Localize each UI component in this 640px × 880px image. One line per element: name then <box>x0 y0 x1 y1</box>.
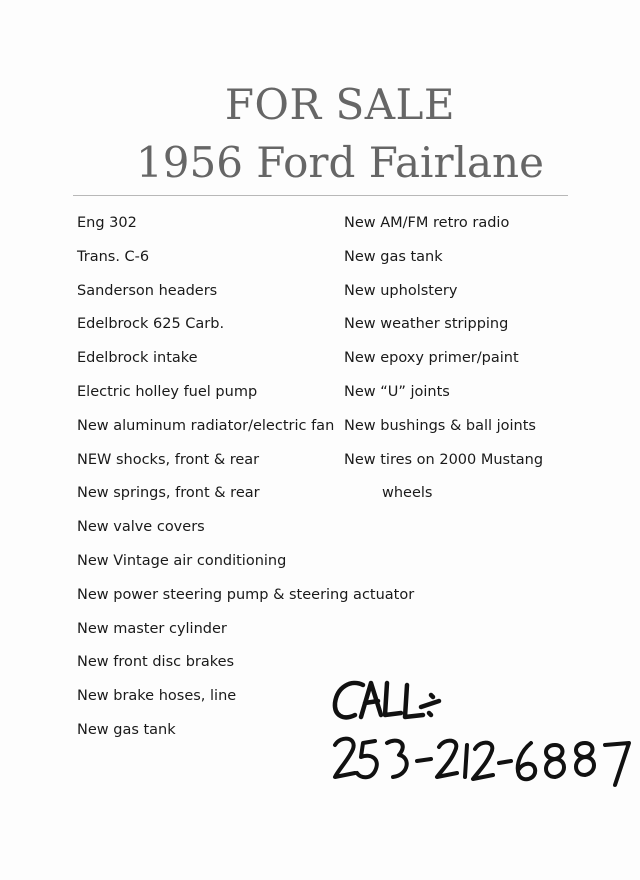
list-item: New springs, front & rear <box>77 485 260 502</box>
list-item: New power steering pump & steering actuator <box>77 586 415 603</box>
list-item: wheels <box>382 485 433 502</box>
title-car-model: 1956 Ford Fairlane <box>136 138 544 187</box>
list-item: New valve covers <box>77 519 205 536</box>
handwritten-phone-note <box>325 665 640 795</box>
list-item: NEW shocks, front & rear <box>77 451 260 468</box>
list-item: New tires on 2000 Mustang <box>344 451 544 468</box>
feature-list-right <box>344 213 543 517</box>
handwritten-call <box>335 683 439 717</box>
list-item: Trans. C-6 <box>77 248 150 265</box>
list-item: New upholstery <box>344 282 458 299</box>
title-for-sale: FOR SALE <box>224 80 456 129</box>
list-item: Edelbrock 625 Carb. <box>77 316 225 333</box>
list-item: New aluminum radiator/electric fan <box>77 417 335 434</box>
list-item: New AM/FM retro radio <box>344 215 510 231</box>
list-item: Sanderson headers <box>77 282 218 299</box>
list-item: New Vintage air conditioning <box>77 552 287 569</box>
list-item: Electric holley fuel pump <box>77 383 258 400</box>
list-item: New front disc brakes <box>77 654 235 671</box>
list-item: New brake hoses, line <box>77 688 237 705</box>
list-item: New gas tank <box>77 721 176 738</box>
list-item: New bushings & ball joints <box>344 417 536 434</box>
list-item: New gas tank <box>344 248 443 265</box>
list-item: New epoxy primer/paint <box>344 350 519 367</box>
list-item: New master cylinder <box>77 620 227 637</box>
list-item: Edelbrock intake <box>77 350 198 367</box>
title-divider <box>73 195 568 196</box>
list-item: New weather stripping <box>344 316 509 333</box>
list-item: New “U” joints <box>344 383 450 400</box>
handwritten-phone <box>335 739 629 785</box>
list-item: Eng 302 <box>77 215 137 231</box>
